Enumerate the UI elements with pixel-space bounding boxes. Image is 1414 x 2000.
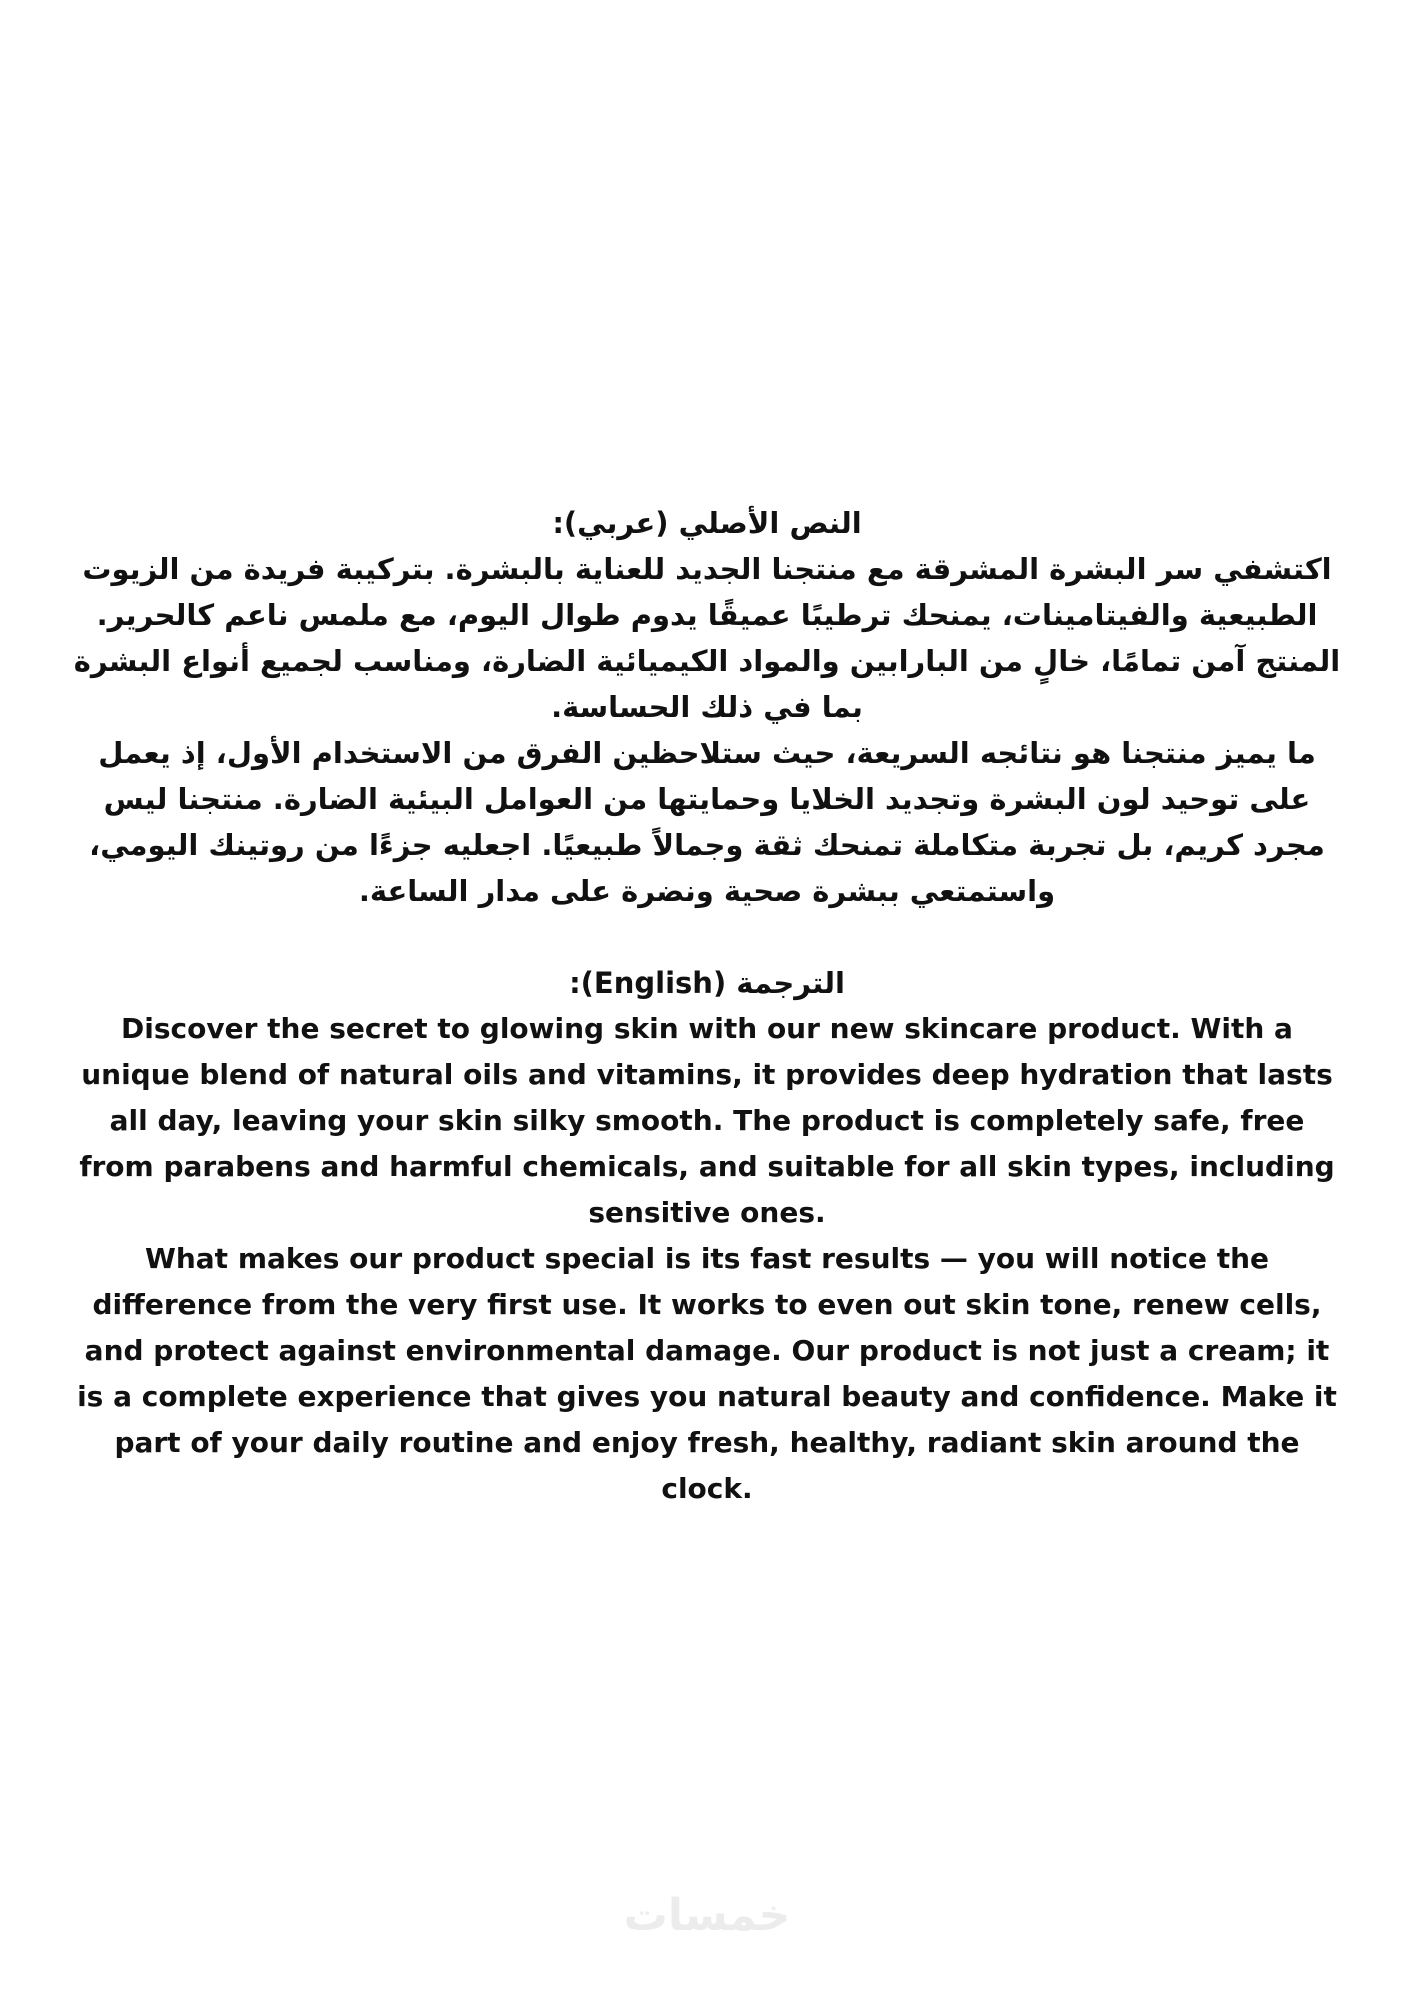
- section-spacer: [70, 914, 1344, 960]
- arabic-paragraph-2: ما يميز منتجنا هو نتائجه السريعة، حيث ستلاحظين الفرق من الاستخدام الأول، إذ يعمل على توحيد لون البشرة وتجديد الخلايا وحمايتها من العوامل البيئية الضارة. منتجنا ليس مجرد كريم، بل تجربة متكاملة تمنحك ثقة وجمالاً طبيعيًا. اجعليه جزءًا من روتينك اليومي، واستمتعي ببشرة صحية ونضرة على مدار الساعة.: [89, 736, 1325, 908]
- translation-heading: الترجمة (English):: [569, 966, 845, 1000]
- english-paragraph-2: What makes our product special is its fast results — you will notice the difference from the very first use. It works to even out skin tone, renew cells, and protect against environmental damage. Our product is not just a cream; it is a complete experience that gives you natural beauty and confidence. Make it part of your daily routine and enjoy fresh, healthy, radiant skin around the clock.: [77, 1242, 1337, 1505]
- watermark-logo: خمسات: [623, 1890, 791, 1941]
- english-paragraph-1: Discover the secret to glowing skin with our new skincare product. With a unique blend of natural oils and vitamins, it provides deep hydration that lasts all day, leaving your skin silky smooth. The product is completely safe, free from parabens and harmful chemicals, and suitable for all skin types, including sensitive ones.: [79, 1012, 1335, 1229]
- arabic-heading: النص الأصلي (عربي):: [552, 506, 862, 540]
- document-body: [70, 500, 1344, 1512]
- arabic-paragraph-1: اكتشفي سر البشرة المشرقة مع منتجنا الجديد للعناية بالبشرة. بتركيبة فريدة من الزيوت الطبيعية والفيتامينات، يمنحك ترطيبًا عميقًا يدوم طوال اليوم، مع ملمس ناعم كالحرير. المنتج آمن تمامًا، خالٍ من البارابين والمواد الكيميائية الضارة، ومناسب لجميع أنواع البشرة بما في ذلك الحساسة.: [73, 552, 1341, 724]
